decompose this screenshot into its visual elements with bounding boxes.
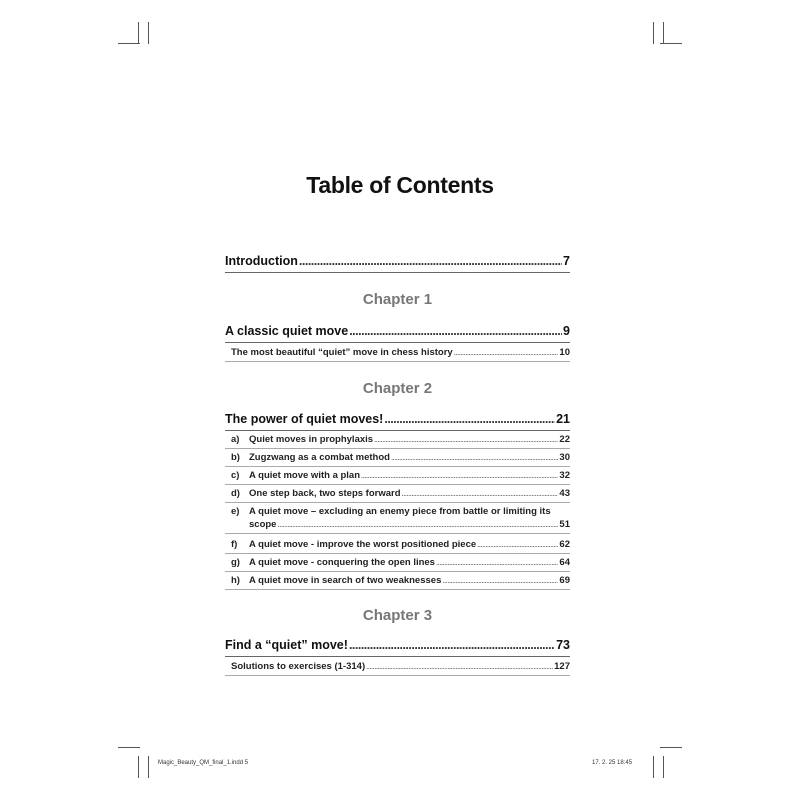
toc-entry-letter: h) (231, 575, 240, 586)
chapter-heading: Chapter 1 (362, 291, 433, 308)
toc-entry-letter: d) (231, 488, 240, 499)
toc-entry-sub[interactable] (225, 661, 570, 676)
leader-dots (442, 576, 558, 585)
toc-entry-label: Introduction (225, 254, 298, 268)
toc-entry-sub[interactable] (225, 575, 570, 590)
print-footer-timestamp: 17. 2. 25 18:45 (592, 760, 633, 766)
leader-dots (299, 254, 562, 268)
toc-entry-sub[interactable] (225, 488, 570, 503)
crop-mark (138, 756, 139, 778)
toc-entry-sub[interactable] (225, 470, 570, 485)
toc-entry-label: Solutions to exercises (1-314) (231, 661, 366, 672)
toc-entry-page: 73 (556, 638, 570, 652)
toc-entry-letter: a) (231, 434, 240, 445)
toc-entry-page: 32 (559, 470, 570, 481)
toc-entry-sub[interactable] (225, 434, 570, 449)
toc-entry-main[interactable] (225, 324, 570, 343)
toc-entry-introduction[interactable] (225, 254, 570, 273)
crop-mark (148, 22, 149, 44)
leader-dots (349, 324, 562, 338)
toc-entry-label: A quiet move - conquering the open lines (249, 557, 435, 568)
toc-entry-page: 21 (556, 412, 570, 426)
toc-entry-page: 10 (559, 347, 570, 358)
toc-entry-letter: f) (231, 539, 238, 550)
chapter-heading: Chapter 2 (362, 380, 433, 397)
toc-entry-sub[interactable] (225, 557, 570, 572)
toc-entry-sub[interactable] (225, 452, 570, 467)
toc-entry-letter: c) (231, 470, 240, 481)
toc-entry-letter: b) (231, 452, 240, 463)
toc-entry-sub[interactable] (225, 347, 570, 362)
toc-entry-label-continued: scope (249, 519, 277, 530)
toc-entry-main[interactable] (225, 638, 570, 657)
toc-entry-main[interactable] (225, 412, 570, 431)
leader-dots (402, 489, 559, 498)
toc-entry-page: 51 (559, 519, 570, 530)
leader-dots (366, 662, 553, 671)
toc-entry-letter: g) (231, 557, 240, 568)
toc-entry-page: 127 (554, 661, 570, 672)
crop-mark (148, 756, 149, 778)
toc-entry-page: 30 (559, 452, 570, 463)
toc-entry-label: The power of quiet moves! (225, 412, 384, 426)
leader-dots (361, 471, 558, 480)
toc-entry-label: Quiet moves in prophylaxis (249, 434, 374, 445)
leader-dots (454, 348, 559, 357)
toc-entry-label: A quiet move – excluding an enemy piece from battle or limiting its (249, 506, 551, 517)
leader-dots (349, 638, 555, 652)
toc-entry-label: The most beautiful “quiet” move in chess history (231, 347, 453, 358)
toc-entry-label: A quiet move - improve the worst positioned piece (249, 539, 477, 550)
toc-entry-sub[interactable] (225, 539, 570, 554)
toc-entry-page: 69 (559, 575, 570, 586)
toc-entry-label: A quiet move with a plan (249, 470, 361, 481)
toc-entry-page: 7 (563, 254, 570, 268)
chapter-heading: Chapter 3 (362, 607, 433, 624)
crop-mark (663, 22, 664, 44)
crop-mark (653, 756, 654, 778)
page-title: Table of Contents (306, 172, 494, 198)
leader-dots (384, 412, 555, 426)
toc-entry-page: 64 (559, 557, 570, 568)
toc-entry-page: 43 (559, 488, 570, 499)
toc-entry-sub[interactable] (225, 506, 570, 534)
toc-entry-label: A classic quiet move (225, 324, 349, 338)
crop-mark (138, 22, 139, 44)
leader-dots (391, 453, 558, 462)
leader-dots (277, 520, 558, 529)
crop-mark (663, 756, 664, 778)
toc-entry-label: A quiet move in search of two weaknesses (249, 575, 442, 586)
crop-mark (653, 22, 654, 44)
toc-entry-letter: e) (231, 506, 240, 517)
leader-dots (436, 558, 558, 567)
crop-mark (118, 747, 140, 748)
print-footer-filename: Magic_Beauty_QM_final_1.indd 5 (158, 760, 249, 766)
toc-entry-label: Find a “quiet” move! (225, 638, 348, 652)
crop-mark (118, 43, 140, 44)
toc-entry-page: 22 (559, 434, 570, 445)
toc-entry-label: Zugzwang as a combat method (249, 452, 390, 463)
toc-entry-page: 9 (563, 324, 570, 338)
leader-dots (477, 540, 558, 549)
crop-mark (660, 747, 682, 748)
toc-entry-label: One step back, two steps forward (249, 488, 401, 499)
leader-dots (374, 435, 558, 444)
toc-entry-page: 62 (559, 539, 570, 550)
